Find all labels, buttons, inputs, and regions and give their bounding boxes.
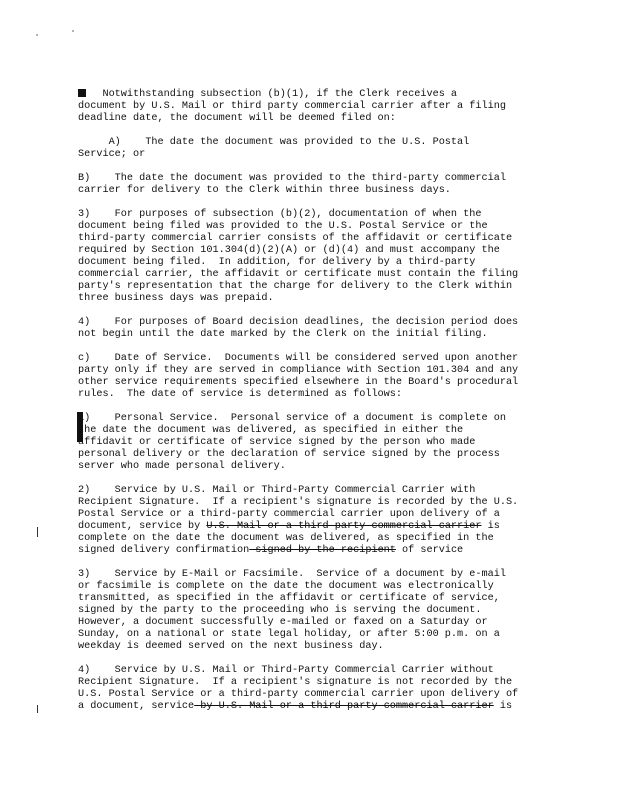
item-c-line: party only if they are served in compliance with Section 101.304 and any [78,365,519,376]
struck-text: signed by the recipient [249,545,396,556]
item-a-line: Service; or [78,149,146,160]
struck-text: U.S. Mail or a third party commercial carrier [206,521,482,532]
intro-paragraph-line: Notwithstanding subsection (b)(1), if the Clerk receives a [78,89,458,100]
intro-paragraph-line: document by U.S. Mail or third party commercial carrier after a filing [78,101,506,112]
item-3b-line: or facsimile is complete on the date the document was electronically [78,581,494,592]
item-c-line: c) Date of Service. Documents will be considered served upon another [78,353,519,364]
item-3b-line: signed by the party to the proceeding who is serving the document. [78,605,482,616]
item-3-line: 3) For purposes of subsection (b)(2), documentation of when the [78,209,482,220]
item-4b-line: U.S. Postal Service or a third-party commercial carrier upon delivery of [78,689,519,700]
item-4b-text: is [493,701,513,712]
item-2-text: signed delivery confirmation [78,545,250,556]
item-c-line: rules. The date of service is determined as follows: [78,389,403,400]
item-1-line: personal delivery or the declaration of service signed by the process [78,449,500,460]
item-3-line: document being filed was provided to the U.S. Postal Service or the [78,221,488,232]
scan-speck [72,30,74,32]
item-2-text: is [481,521,500,532]
item-1-line: 1) Personal Service. Personal service of a document is complete on [78,413,506,424]
item-1-line: the date the document was delivered, as specified in either the [78,425,464,436]
item-2-line [78,521,540,533]
item-3-line: three business days was prepaid. [78,293,274,304]
item-1-line: server who made personal delivery. [78,461,286,472]
item-2-line [78,545,540,557]
item-2-line: Recipient Signature. If a recipient's signature is recorded by the U.S. [78,497,519,508]
margin-tick [37,705,38,713]
item-c-line: other service requirements specified elsewhere in the Board's procedural [78,377,519,388]
item-2-line: complete on the date the document was delivered, as specified in the [78,533,494,544]
item-4b-line: 4) Service by U.S. Mail or Third-Party Commercial Carrier without [78,665,494,676]
item-2-text: of service [395,545,464,556]
item-b-line: carrier for delivery to the Clerk within three business days. [78,185,451,196]
struck-text: by U.S. Mail or a third party commercial carrier [194,701,494,712]
item-3-line: third-party commercial carrier consists of the affidavit or certificate [78,233,513,244]
item-4b-line: Recipient Signature. If a recipient's signature is not recorded by the [78,677,513,688]
item-3-line: required by Section 101.304(d)(2)(A) or (d)(4) and must accompany the [78,245,500,256]
item-3-line: document being filed. In addition, for delivery by a third-party [78,257,476,268]
item-3b-line: 3) Service by E-Mail or Facsimile. Service of a document by e-mail [78,569,506,580]
item-3b-line: However, a document successfully e-mailed or faxed on a Saturday or [78,617,488,628]
item-3b-line: weekday is deemed served on the next business day. [78,641,384,652]
item-4-line: 4) For purposes of Board decision deadlines, the decision period does [78,317,519,328]
margin-tick [37,527,38,537]
scan-speck [36,34,38,36]
intro-paragraph-line: deadline date, the document will be deemed filed on: [78,113,396,124]
item-4b-text: a document, service [78,701,195,712]
item-3b-line: Sunday, on a national or state legal holiday, or after 5:00 p.m. on a [78,629,500,640]
item-1-line: affidavit or certificate of service signed by the person who made [78,437,476,448]
item-2-text: document, service [78,521,189,532]
item-4b-line [78,701,540,713]
item-2-line: 2) Service by U.S. Mail or Third-Party Commercial Carrier with [78,485,476,496]
item-4-line: not begin until the date marked by the Clerk on the initial filing. [78,329,488,340]
item-2-line: Postal Service or a third-party commercial carrier upon delivery of a [78,509,500,520]
item-3-line: commercial carrier, the affidavit or certificate must contain the filing [78,269,519,280]
item-b-line: B) The date the document was provided to the third-party commercial [78,173,506,184]
item-3-line: party's representation that the charge for delivery to the Clerk within [78,281,513,292]
inserted-text: by [188,521,207,532]
item-a-line: A) The date the document was provided to the U.S. Postal [78,137,470,148]
item-3b-line: transmitted, as specified in the affidavit or certificate of service, [78,593,500,604]
